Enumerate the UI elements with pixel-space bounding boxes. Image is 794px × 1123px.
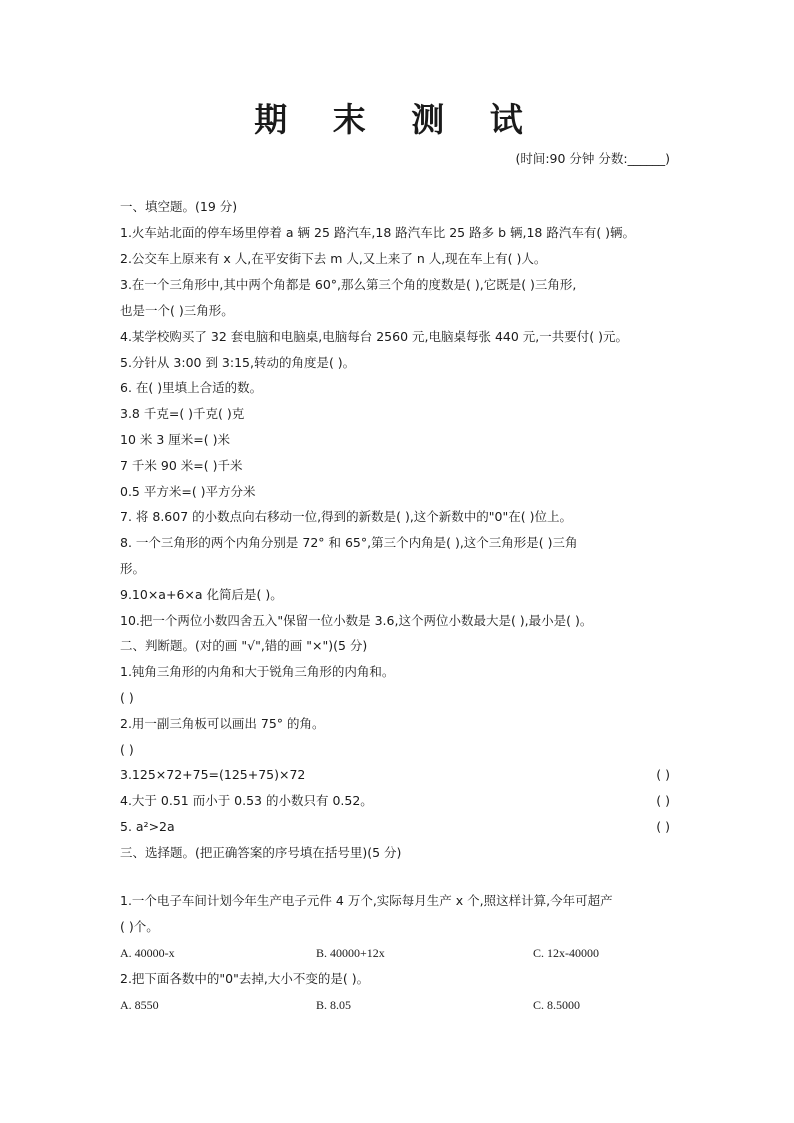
- question-line: 8. 一个三角形的两个内角分别是 72° 和 65°,第三个内角是( ),这个三角形是( )三角: [120, 535, 578, 550]
- section-heading-true-false: 二、判断题。(对的画 "√",错的画 "×")(5 分): [120, 638, 368, 653]
- judge-answer-paren: ( ): [656, 819, 670, 834]
- question-line: 10.把一个两位小数四舍五入"保留一位小数是 3.6,这个两位小数最大是( ),最小是( )。: [120, 613, 593, 628]
- option-c: C. 12x-40000: [533, 946, 599, 960]
- judge-answer-paren: ( ): [656, 793, 670, 808]
- choice-question: 1.一个电子车间计划今年生产电子元件 4 万个,实际每月生产 x 个,照这样计算,今年可超产: [120, 893, 613, 908]
- option-a: A. 40000-x: [120, 946, 175, 960]
- question-line: 形。: [120, 561, 146, 576]
- question-line: 4.某学校购买了 32 套电脑和电脑桌,电脑每台 2560 元,电脑桌每张 440 元,一共要付( )元。: [120, 329, 628, 344]
- option-b: B. 40000+12x: [316, 946, 385, 960]
- judge-answer-paren: ( ): [656, 767, 670, 782]
- choice-question: 2.把下面各数中的"0"去掉,大小不变的是( )。: [120, 971, 370, 986]
- judge-item-row: [120, 766, 670, 784]
- choice-question: ( )个。: [120, 919, 159, 934]
- page-title: 期 末 测 试: [254, 100, 540, 139]
- judge-answer-paren: ( ): [120, 690, 134, 705]
- option-a: A. 8550: [120, 998, 159, 1012]
- judge-item-text: 3.125×72+75=(125+75)×72: [120, 767, 306, 782]
- option-c: C. 8.5000: [533, 998, 581, 1012]
- option-b: B. 8.05: [316, 998, 352, 1012]
- judge-item-text: 1.钝角三角形的内角和大于锐角三角形的内角和。: [120, 664, 395, 679]
- question-line: 也是一个( )三角形。: [120, 303, 234, 318]
- question-line: 6. 在( )里填上合适的数。: [120, 380, 263, 395]
- section-heading-fill-blank: 一、填空题。(19 分): [120, 199, 238, 214]
- question-line: 1.火车站北面的停车场里停着 a 辆 25 路汽车,18 路汽车比 25 路多 b 辆,18 路汽车有( )辆。: [120, 225, 636, 240]
- question-line: 10 米 3 厘米=( )米: [120, 432, 230, 447]
- question-line: 3.在一个三角形中,其中两个角都是 60°,那么第三个角的度数是( ),它既是( )三角形,: [120, 277, 577, 292]
- question-line: 5.分针从 3:00 到 3:15,转动的角度是( )。: [120, 355, 356, 370]
- judge-item-row: [120, 818, 670, 836]
- judge-answer-paren: ( ): [120, 742, 134, 757]
- judge-item-row: [120, 792, 670, 810]
- question-line: 9.10×a+6×a 化简后是( )。: [120, 587, 283, 602]
- question-line: 0.5 平方米=( )平方分米: [120, 484, 256, 499]
- question-line: 3.8 千克=( )千克( )克: [120, 406, 245, 421]
- time-score-info: (时间:90 分钟 分数:______): [515, 151, 670, 166]
- judge-item-text: 4.大于 0.51 而小于 0.53 的小数只有 0.52。: [120, 793, 373, 808]
- question-line: 2.公交车上原来有 x 人,在平安街下去 m 人,又上来了 n 人,现在车上有( )人。: [120, 251, 547, 266]
- judge-item-text: 2.用一副三角板可以画出 75° 的角。: [120, 716, 325, 731]
- judge-item-text: 5. a²>2a: [120, 819, 175, 834]
- question-line: 7. 将 8.607 的小数点向右移动一位,得到的新数是( ),这个新数中的"0"在( )位上。: [120, 509, 572, 524]
- question-line: 7 千米 90 米=( )千米: [120, 458, 243, 473]
- section-heading-multiple-choice: 三、选择题。(把正确答案的序号填在括号里)(5 分): [120, 845, 402, 860]
